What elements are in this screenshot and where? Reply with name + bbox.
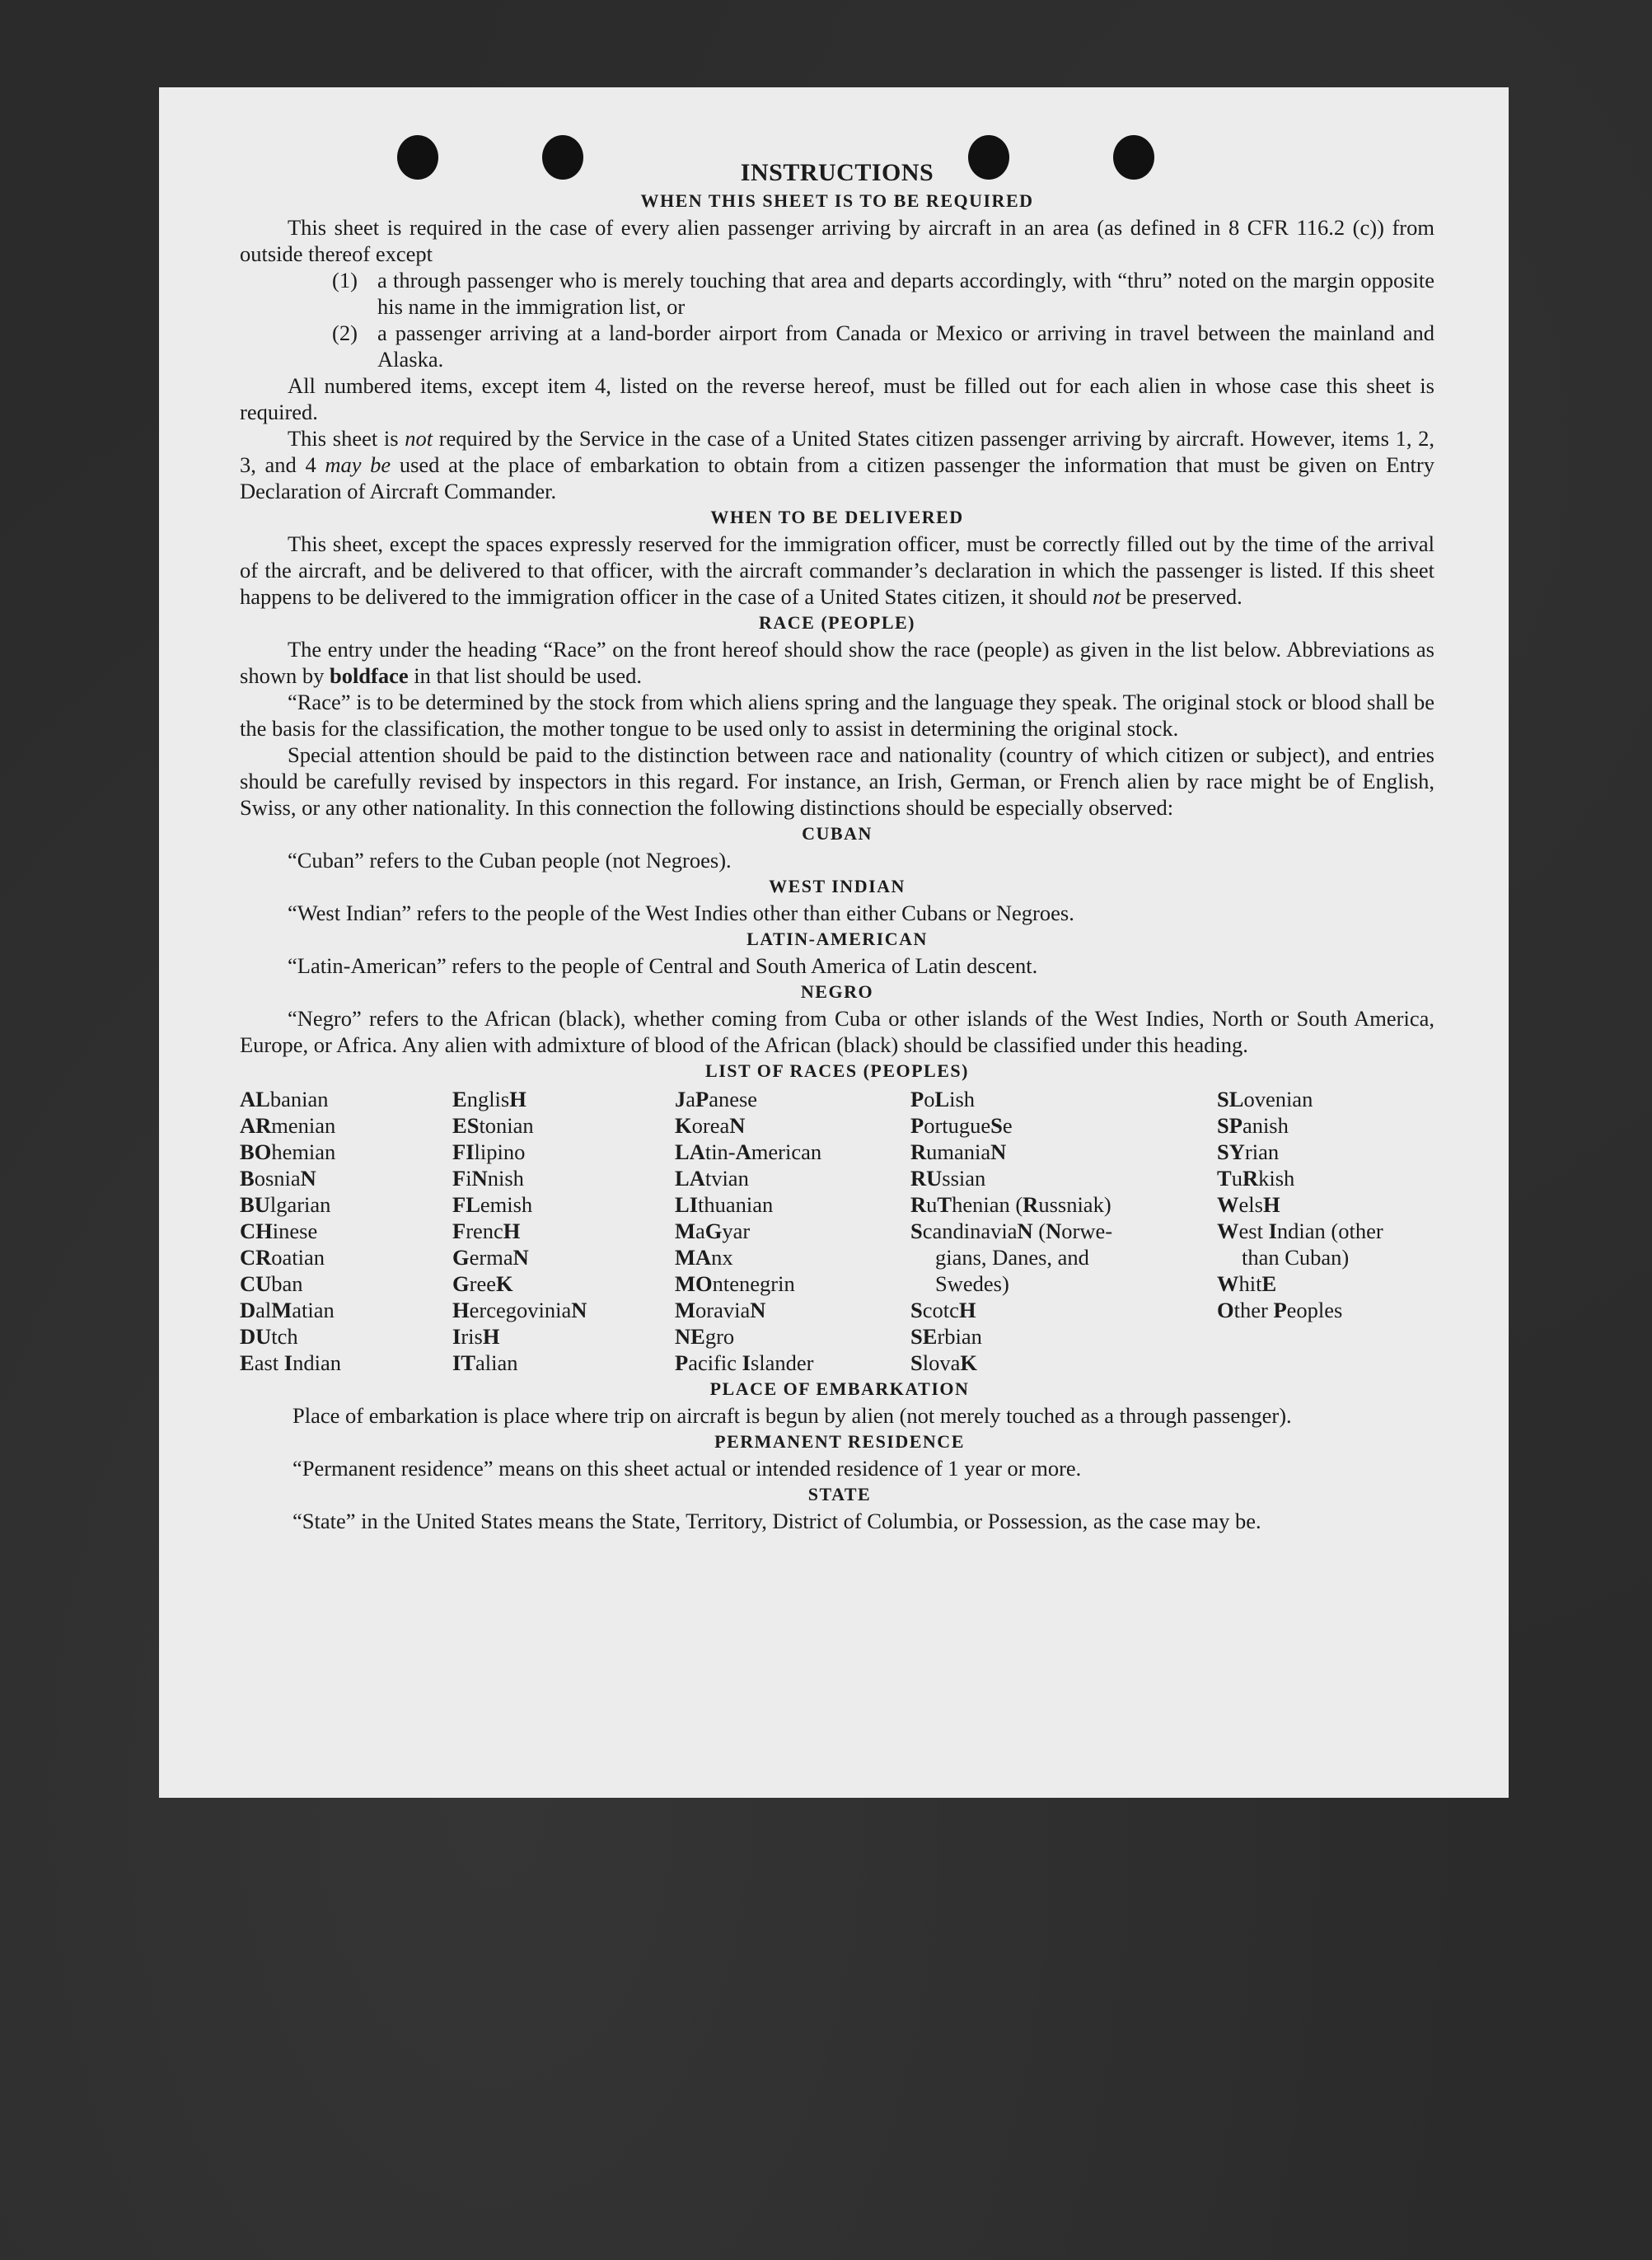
item-text: a passenger arriving at a land-border airport from Canada or Mexico or arriving in travel between the mainland and Alaska. [377, 321, 1434, 372]
race-entry: MAnx [675, 1245, 733, 1270]
paragraph [240, 636, 1434, 689]
race-entry: DUtch [240, 1324, 298, 1349]
text-run: The entry under the heading “Race” on the front hereof should show the race (people) as given in the list below. Abbreviations as shown by [240, 637, 1434, 688]
race-entry: West Indian (other [1217, 1219, 1383, 1243]
race-entry: Swedes) [935, 1271, 1009, 1296]
item-number: (2) [332, 321, 358, 345]
race-entry: IrisH [452, 1324, 500, 1349]
bold-text: boldface [329, 663, 409, 688]
race-entry: ScotcH [910, 1298, 976, 1322]
races-column [452, 1086, 675, 1376]
paragraph [240, 425, 1434, 504]
text-run: used at the place of embarkation to obtain from a citizen passenger the information that must be given on Entry Declaration of Aircraft Commander. [240, 452, 1434, 503]
section-heading-required: WHEN THIS SHEET IS TO BE REQUIRED [640, 190, 1034, 211]
italic-text: not [405, 426, 433, 451]
instructions-content [240, 158, 1434, 1534]
races-column [1217, 1086, 1434, 1376]
race-entry: MOntenegrin [675, 1271, 795, 1296]
paragraph: “West Indian” refers to the people of the West Indies other than either Cubans or Negroes. [288, 901, 1074, 925]
paragraph: “Cuban” refers to the Cuban people (not Negroes). [288, 848, 732, 873]
paragraph: “Latin-American” refers to the people of Central and South America of Latin descent. [288, 953, 1038, 978]
race-entry: LAtvian [675, 1166, 749, 1191]
race-entry: BosniaN [240, 1166, 316, 1191]
italic-text: not [1092, 584, 1121, 609]
paragraph: “Race” is to be determined by the stock from which aliens spring and the language they speak. The original stock or blood shall be the basis for the classification, the mother tongue to be used only to assist in determining the original stock. [240, 690, 1434, 741]
paragraph [240, 531, 1434, 610]
section-heading-latin-american: LATIN-AMERICAN [746, 929, 928, 949]
race-entry: LIthuanian [675, 1192, 774, 1217]
list-item [240, 320, 1434, 372]
race-entry: SYrian [1217, 1139, 1280, 1164]
race-entry: BOhemian [240, 1139, 336, 1164]
race-entry: East Indian [240, 1350, 341, 1375]
race-entry: HercegoviniaN [452, 1298, 587, 1322]
race-entry: ITalian [452, 1350, 518, 1375]
race-entry: Other Peoples [1217, 1298, 1343, 1322]
document-sheet [159, 87, 1509, 1798]
races-column [675, 1086, 910, 1376]
text-run: in that list should be used. [408, 663, 643, 688]
race-entry: WelsH [1217, 1192, 1280, 1217]
section-heading-negro: NEGRO [800, 981, 874, 1002]
paragraph: “State” in the United States means the State, Territory, District of Columbia, or Possession, as the case may be. [292, 1509, 1261, 1533]
race-entry: GreeK [452, 1271, 513, 1296]
section-heading-race: RACE (PEOPLE) [759, 612, 915, 633]
race-entry: PoLish [910, 1087, 976, 1111]
race-entry: FIlipino [452, 1139, 526, 1164]
item-number: (1) [332, 268, 358, 292]
race-entry: Pacific Islander [675, 1350, 814, 1375]
race-entry: MaGyar [675, 1219, 751, 1243]
section-heading-embarkation: PLACE OF EMBARKATION [709, 1378, 970, 1399]
race-entry: RumaniaN [910, 1139, 1007, 1164]
race-entry: than Cuban) [1242, 1245, 1350, 1270]
race-entry: EnglisH [452, 1087, 526, 1111]
race-entry: CUban [240, 1271, 303, 1296]
race-entry: LAtin-American [675, 1139, 822, 1164]
section-heading-west-indian: WEST INDIAN [769, 876, 906, 896]
races-column [910, 1086, 1217, 1376]
section-heading-state: STATE [807, 1484, 872, 1504]
race-entry: RUssian [910, 1166, 986, 1191]
paragraph: All numbered items, except item 4, listed on the reverse hereof, must be filled out for each alien in whose case this sheet is required. [240, 373, 1434, 424]
race-entry: WhitE [1217, 1271, 1277, 1296]
race-entry: SlovaK [910, 1350, 977, 1375]
paragraph: This sheet is required in the case of every alien passenger arriving by aircraft in an area (as defined in 8 CFR 116.2 (c)) from outside thereof except [240, 215, 1434, 266]
race-entry: RuThenian (Russniak) [910, 1192, 1111, 1217]
race-entry: EStonian [452, 1113, 534, 1138]
race-entry: CRoatian [240, 1245, 325, 1270]
text-run: be preserved. [1120, 584, 1243, 609]
section-heading-list-of-races: LIST OF RACES (PEOPLES) [705, 1060, 969, 1081]
race-entry: SLovenian [1217, 1087, 1313, 1111]
page-title: INSTRUCTIONS [740, 159, 934, 186]
section-heading-residence: PERMANENT RESIDENCE [714, 1431, 965, 1452]
italic-text: may be [325, 452, 391, 477]
race-entry: FrencH [452, 1219, 521, 1243]
paragraph: Special attention should be paid to the distinction between race and nationality (country of which citizen or subject), and entries should be carefully revised by inspectors in this regard. For instance, an Irish, German, or French alien by race might be of English, Swiss, or any other nationality. In this connection the following distinctions should be especially observed: [240, 742, 1434, 820]
text-run: This sheet is [288, 426, 405, 451]
paragraph: “Permanent residence” means on this sheet actual or intended residence of 1 year or more. [292, 1456, 1082, 1481]
race-entry: TuRkish [1217, 1166, 1295, 1191]
race-entry: ALbanian [240, 1087, 329, 1111]
race-entry: SErbian [910, 1324, 982, 1349]
section-heading-delivered: WHEN TO BE DELIVERED [710, 507, 964, 527]
item-text: a through passenger who is merely touching that area and departs accordingly, with “thru” noted on the margin opposite his name in the immigration list, or [377, 268, 1434, 319]
race-entry: CHinese [240, 1219, 318, 1243]
race-entry: MoraviaN [675, 1298, 766, 1322]
race-entry: FiNnish [452, 1166, 524, 1191]
paragraph: Place of embarkation is place where trip on aircraft is begun by alien (not merely touched as a through passenger). [292, 1403, 1292, 1428]
race-entry: ScandinaviaN (Norwe- [910, 1219, 1113, 1243]
list-item [240, 267, 1434, 320]
races-list [240, 1086, 1434, 1376]
race-entry: BUlgarian [240, 1192, 331, 1217]
race-entry: DalMatian [240, 1298, 335, 1322]
race-entry: ARmenian [240, 1113, 336, 1138]
race-entry: PortugueSe [910, 1113, 1013, 1138]
paragraph: “Negro” refers to the African (black), whether coming from Cuba or other islands of the West Indies, North or South America, Europe, or Africa. Any alien with admixture of blood of the African (black) should be classified under this heading. [240, 1006, 1434, 1057]
race-entry: JaPanese [675, 1087, 758, 1111]
race-entry: gians, Danes, and [935, 1245, 1089, 1270]
section-heading-cuban: CUBAN [802, 823, 873, 844]
race-entry: KoreaN [675, 1113, 746, 1138]
race-entry: SPanish [1217, 1113, 1289, 1138]
race-entry: GermaN [452, 1245, 529, 1270]
text-run: This sheet, except the spaces expressly reserved for the immigration officer, must be correctly filled out by the time of the arrival of the aircraft, and be delivered to that officer, with the aircraft commander’s declaration in which the passenger is listed. If this sheet happens to be delivered to the immigration officer in the case of a United States citizen, it should [240, 531, 1434, 609]
race-entry: NEgro [675, 1324, 735, 1349]
race-entry: FLemish [452, 1192, 533, 1217]
races-column [240, 1086, 452, 1376]
text-run: required by the Service in the case of a United States citizen passenger arriving by aircraft. However, items 1, 2, 3, and 4 [240, 426, 1434, 477]
